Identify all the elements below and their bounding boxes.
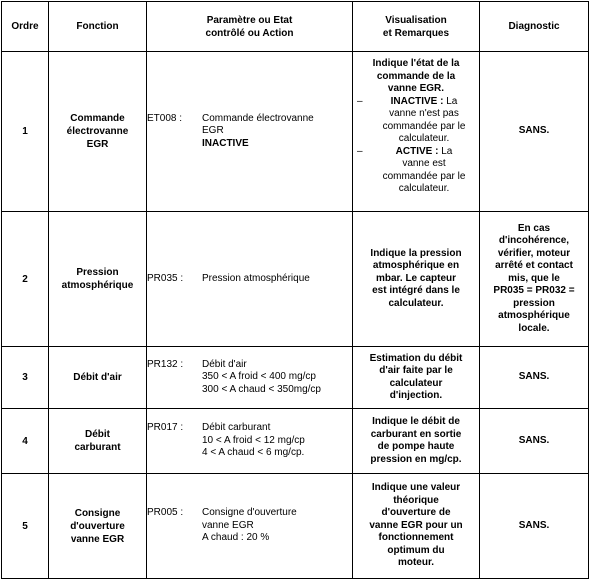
visu-line: commande de la: [376, 70, 456, 82]
visualisation-cell: [353, 474, 480, 579]
table-row: [2, 347, 589, 409]
header-parametre: [147, 2, 353, 52]
diagnostic-line: locale.: [518, 322, 550, 334]
parametre-line: EGR: [202, 125, 224, 137]
parametre-line: 4 < A chaud < 6 mg/cp.: [202, 447, 305, 459]
header-visualisation-line2: et Remarques: [382, 27, 450, 39]
visu-line: de pompe haute: [377, 441, 455, 452]
parametre-line: 10 < A froid < 12 mg/cp: [202, 434, 305, 446]
diagnostic-line: pression: [513, 297, 555, 309]
parametre-cell: [147, 409, 353, 474]
fonction-line: électrovanne: [66, 126, 129, 137]
visu-line: Indique la pression: [370, 247, 462, 259]
visu-line: carburant en sortie: [370, 428, 462, 440]
parametre-cell: [147, 474, 353, 579]
parametre-line: Commande électrovanne: [202, 112, 314, 124]
parametre-cell: [147, 347, 353, 409]
list-dash: –: [357, 95, 363, 107]
parametre-cell: [147, 212, 353, 347]
table-header-row: [2, 2, 589, 52]
diagnostic-line: vérifier, moteur: [497, 247, 571, 259]
visu-line: Estimation du débit: [369, 352, 463, 364]
visu-line: d'injection.: [389, 390, 443, 401]
fonction-cell: [49, 52, 147, 212]
visu-line: d'ouverture de: [381, 507, 451, 519]
diagnostic-line: atmosphérique: [498, 310, 570, 322]
parametre-line: 300 < A chaud < 350mg/cp: [202, 383, 321, 395]
visu-list-item: [357, 146, 479, 196]
fonction-cell: [49, 474, 147, 579]
diagnostic-cell: SANS.: [480, 474, 589, 579]
visualisation-cell: [353, 409, 480, 474]
fonction-line: Débit d'air: [73, 372, 122, 383]
visu-line: d'air faite par le: [379, 365, 453, 376]
parametre-line: 350 < A froid < 400 mg/cp: [202, 371, 316, 383]
fonction-line: Consigne: [74, 507, 121, 519]
diagnostic-line: d'incohérence,: [498, 235, 570, 247]
diagnostic-cell: [480, 212, 589, 347]
parametre-line: Pression atmosphérique: [202, 272, 310, 284]
fonction-line: EGR: [86, 139, 109, 150]
visu-line: théorique: [393, 494, 439, 506]
visualisation-cell: [353, 212, 480, 347]
table-row: [2, 409, 589, 474]
fonction-line: carburant: [74, 442, 121, 453]
visu-line: vanne EGR.: [387, 83, 445, 94]
header-parametre-line1: Paramètre ou Etat: [206, 14, 293, 26]
visu-item-label: INACTIVE :: [390, 95, 444, 107]
ordre-cell: 4: [2, 409, 49, 474]
parametre-code: PR017 :: [147, 422, 184, 434]
visu-line: pression en mg/cp.: [370, 453, 462, 465]
parametre-code: PR132 :: [147, 358, 184, 370]
visu-line: optimum du: [387, 544, 445, 556]
visu-line: vanne est: [402, 158, 446, 169]
visu-line: Indique une valeur: [371, 482, 461, 494]
diagnostic-cell: SANS.: [480, 347, 589, 409]
diagnostic-line: En cas: [517, 222, 551, 234]
visu-line: atmosphérique en: [372, 260, 460, 272]
header-visualisation: [353, 2, 480, 52]
visualisation-cell: [353, 52, 480, 212]
header-visualisation-line1: Visualisation: [385, 14, 447, 26]
parametre-line: Débit d'air: [202, 358, 247, 370]
visu-line: Indique l'état de la: [372, 58, 460, 69]
ordre-cell: 1: [2, 52, 49, 212]
visu-line: calculateur.: [398, 133, 450, 144]
parametre-line: Débit carburant: [202, 422, 271, 434]
header-fonction: Fonction: [49, 2, 147, 52]
fonction-line: d'ouverture: [70, 520, 125, 532]
diagnostic-table: [1, 1, 589, 579]
header-ordre: Ordre: [2, 2, 49, 52]
list-dash: –: [357, 145, 363, 157]
visu-line: Indique le débit de: [372, 416, 460, 427]
fonction-line: Débit: [85, 429, 110, 440]
table-row: [2, 474, 589, 579]
visu-list-item: [357, 96, 479, 146]
diagnostic-line: PR035 = PR032 =: [493, 285, 575, 297]
header-diagnostic: Diagnostic: [480, 2, 589, 52]
visu-item-label-rest: La: [438, 145, 453, 157]
visu-line: calculateur.: [388, 297, 444, 309]
fonction-line: Commande: [70, 113, 125, 124]
diagnostic-line: arrêté et contact: [495, 260, 573, 272]
diagnostic-cell: SANS.: [480, 409, 589, 474]
ordre-cell: 2: [2, 212, 49, 347]
visu-line: commandée par le: [382, 120, 466, 132]
visu-line: moteur.: [397, 557, 435, 569]
visu-item-label-rest: La: [443, 95, 458, 107]
parametre-state: INACTIVE: [202, 137, 249, 149]
visu-line: vanne EGR pour un: [369, 519, 463, 531]
fonction-cell: [49, 409, 147, 474]
visu-line: est intégré dans le: [372, 285, 460, 297]
visu-line: mbar. Le capteur: [375, 272, 457, 284]
parametre-code: ET008 :: [147, 112, 183, 124]
fonction-cell: [49, 347, 147, 409]
visu-line: commandée par le: [382, 170, 466, 182]
visu-line: calculateur.: [398, 183, 450, 194]
parametre-code: PR035 :: [147, 272, 184, 284]
visu-line: vanne n'est pas: [389, 108, 459, 119]
fonction-cell: [49, 212, 147, 347]
header-parametre-line2: contrôlé ou Action: [205, 27, 294, 39]
table-row: [2, 212, 589, 347]
parametre-line: A chaud : 20 %: [202, 532, 270, 544]
table-row: [2, 52, 589, 212]
diagnostic-cell: SANS.: [480, 52, 589, 212]
fonction-line: vanne EGR: [70, 533, 125, 545]
ordre-cell: 3: [2, 347, 49, 409]
parametre-cell: [147, 52, 353, 212]
parametre-line: vanne EGR: [202, 519, 254, 531]
visu-item-label: ACTIVE :: [395, 145, 439, 157]
ordre-cell: 5: [2, 474, 49, 579]
fonction-line: Pression: [76, 267, 119, 278]
fonction-line: atmosphérique: [61, 280, 134, 291]
visu-line: calculateur: [389, 377, 443, 389]
diagnostic-line: mis, que le: [508, 272, 560, 284]
visu-line: fonctionnement: [378, 532, 454, 544]
visualisation-cell: [353, 347, 480, 409]
parametre-line: Consigne d'ouverture: [202, 507, 297, 519]
parametre-code: PR005 :: [147, 507, 184, 519]
